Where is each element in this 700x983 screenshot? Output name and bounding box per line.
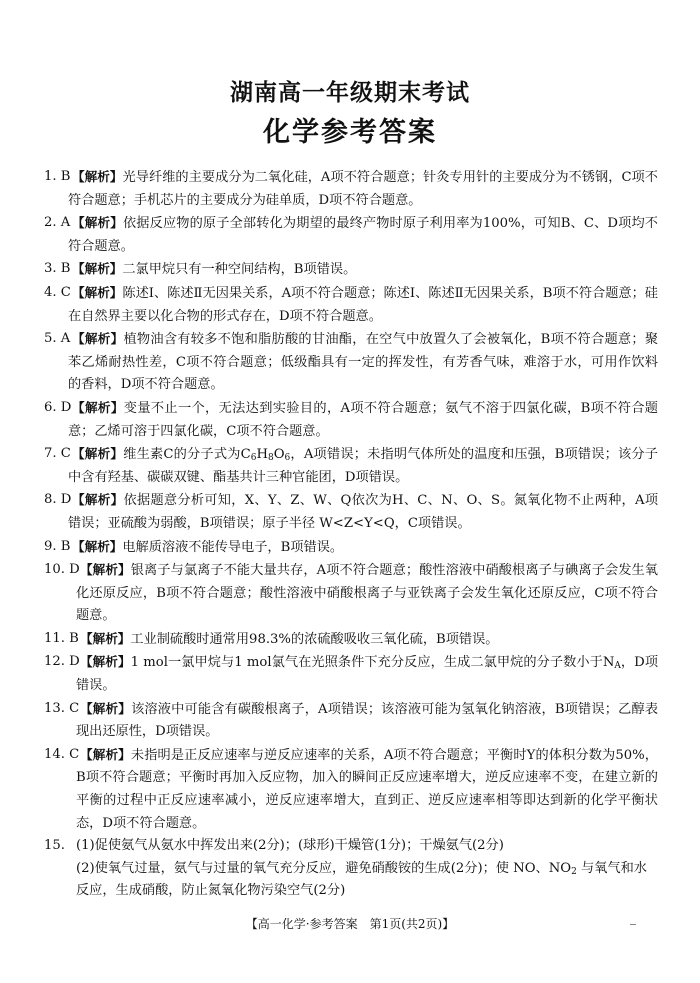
answer-text: ，D项错误。 <box>76 655 659 694</box>
answer-number: 13. C <box>44 700 80 716</box>
answer-text: 变量不止一个，无法达到实验目的，A项不符合题意；氨气不溶于四氯化碳，B项不符合题意；乙烯可溶于四氯化碳，C项不符合题意。 <box>68 400 658 439</box>
answer-text: 维生素C的分子式为C <box>123 447 251 463</box>
answer-item-12 <box>44 651 658 697</box>
analysis-tag: 【解析】 <box>72 492 124 508</box>
subscript: 2 <box>571 866 577 877</box>
answer-number: 14. C <box>44 746 80 762</box>
answer-item-14 <box>44 744 658 835</box>
answer-item-6 <box>44 397 658 443</box>
answer-text: 依据题意分析可知，X、Y、Z、W、Q依次为H、C、N、O、S。氮氧化物不止两种，A项错误；亚硫酸为弱酸，B项错误；原子半径 W<Z<Y<Q，C项错误。 <box>68 493 659 531</box>
answer-item-8 <box>44 489 658 535</box>
answer-item-9 <box>44 536 658 560</box>
answer-item-13 <box>44 698 658 744</box>
answer-text: 1 mol一氯甲烷与1 mol氯气在光照条件下充分反应，生成二氯甲烷的分子数小于N <box>130 655 615 671</box>
answer-number: 6. D <box>44 399 72 415</box>
answer-number: 11. B <box>44 630 79 646</box>
answer-number: 8. D <box>44 492 72 508</box>
answer-text: (1)促使氨气从氨水中挥发出来(2分)；(球形)干燥管(1分)；干燥氨气(2分) <box>76 838 504 854</box>
answer-item-1 <box>44 166 658 212</box>
answer-number: 12. D <box>44 654 80 670</box>
subscript: A <box>614 661 621 672</box>
page-footer: 【高一化学·参考答案 第1页(共2页)】 <box>245 917 455 931</box>
answer-text: ，A项错误；未指明气体所处的温度和压强，B项错误；该分子中含有羟基、碳碳双键、酯基共计三种官能团，D项错误。 <box>68 447 658 485</box>
analysis-tag: 【解析】 <box>80 700 132 716</box>
analysis-tag: 【解析】 <box>72 399 124 415</box>
answer-text: 与氧气和水反应，生成硝酸，防止氮氧化物污染空气(2分) <box>76 860 647 899</box>
analysis-tag: 【解析】 <box>72 331 124 347</box>
answer-text: 未指明是正反应速率与逆反应速率的关系，A项不符合题意；平衡时Y的体积分数为50%，B项不符合题意；平衡时再加入反应物，加入的瞬间正反应速率增大，逆反应速率不变，在建立新的平衡的过程中正反应速率减小，逆反应速率增大，直到正、逆反应速率相等即达到新的化学平衡状态，D项不符合题意。 <box>76 747 658 831</box>
answer-text: 光导纤维的主要成分为二氧化硅，A项不符合题意；针灸专用针的主要成分为不锈钢，C项不符合题意；手机芯片的主要成分为硅单质，D项不符合题意。 <box>68 170 658 208</box>
answer-text: 工业制硫酸时通常用98.3%的浓硫酸吸收三氧化硫，B项错误。 <box>130 631 499 647</box>
subscript: 6 <box>284 453 291 464</box>
analysis-tag: 【解析】 <box>72 261 123 277</box>
answer-text: 该溶液中可能含有碳酸根离子，A项错误；该溶液可能为氢氧化钠溶液，B项错误；乙醇表现出还原性，D项错误。 <box>76 701 659 740</box>
answer-text: O <box>273 447 285 463</box>
analysis-tag: 【解析】 <box>80 654 131 670</box>
page-title: 湖南高一年级期末考试 <box>230 80 470 106</box>
answer-number: 4. C <box>44 284 71 300</box>
answer-text: 银离子与氯离子不能大量共存，A项不符合题意；酸性溶液中硝酸根离子与碘离子会发生氧化还原反应，B项不符合题意；酸性溶液中硝酸根离子与亚铁离子会发生氧化还原反应，C项不符合题意。 <box>76 563 658 624</box>
answer-list <box>44 166 658 903</box>
answer-text: (2)使氧气过量，氨气与过量的氧气充分反应，避免硝酸铵的生成(2分)；使 NO、NO <box>76 860 572 876</box>
answer-number: 3. B <box>44 261 71 277</box>
answer-item-10 <box>44 559 658 628</box>
answer-number: 15. <box>44 838 65 854</box>
analysis-tag: 【解析】 <box>72 215 123 231</box>
scan-mark <box>630 924 636 925</box>
answer-item-4 <box>44 282 658 328</box>
analysis-tag: 【解析】 <box>72 538 123 554</box>
subscript: 6 <box>250 453 257 464</box>
answer-item-2 <box>44 212 658 258</box>
analysis-tag: 【解析】 <box>80 746 131 762</box>
answer-item-5 <box>44 328 658 397</box>
analysis-tag: 【解析】 <box>72 169 123 184</box>
analysis-tag: 【解析】 <box>72 284 123 300</box>
answer-item-3 <box>44 258 658 282</box>
answer-number: 10. D <box>44 562 80 578</box>
answer-item-7 <box>44 443 658 489</box>
answer-number: 7. C <box>44 446 71 462</box>
subscript: 8 <box>267 453 274 464</box>
analysis-tag: 【解析】 <box>80 562 131 578</box>
answer-number: 9. B <box>44 538 71 554</box>
analysis-tag: 【解析】 <box>80 630 131 646</box>
answer-number: 1. B <box>44 169 71 184</box>
answer-text: 植物油含有较多不饱和脂肪酸的甘油酯，在空气中放置久了会被氧化，B项不符合题意；聚苯乙烯耐热性差，C项不符合题意；低级酯具有一定的挥发性，有芳香气味，难溶于水，可用作饮料的香料，D项不符合题意。 <box>68 332 659 393</box>
answer-text: 陈述Ⅰ、陈述Ⅱ无因果关系，A项不符合题意；陈述Ⅰ、陈述Ⅱ无因果关系，B项不符合题意；硅在自然界主要以化合物的形式存在，D项不符合题意。 <box>68 285 658 324</box>
answer-number: 5. A <box>44 331 71 347</box>
answer-number: 2. A <box>44 215 71 231</box>
answer-text: 电解质溶液不能传导电子，B项错误。 <box>122 539 344 555</box>
answer-item-15-part-2 <box>44 858 658 903</box>
answer-text: 依据反应物的原子全部转化为期望的最终产物时原子利用率为100%，可知B、C、D项均不符合题意。 <box>68 216 658 254</box>
answer-text: H <box>256 447 268 463</box>
analysis-tag: 【解析】 <box>72 446 124 462</box>
page-subtitle: 化学参考答案 <box>263 117 437 148</box>
answer-item-15 <box>44 835 658 858</box>
answer-text: 二氯甲烷只有一种空间结构，B项错误。 <box>122 262 357 278</box>
answer-item-11 <box>44 628 658 652</box>
